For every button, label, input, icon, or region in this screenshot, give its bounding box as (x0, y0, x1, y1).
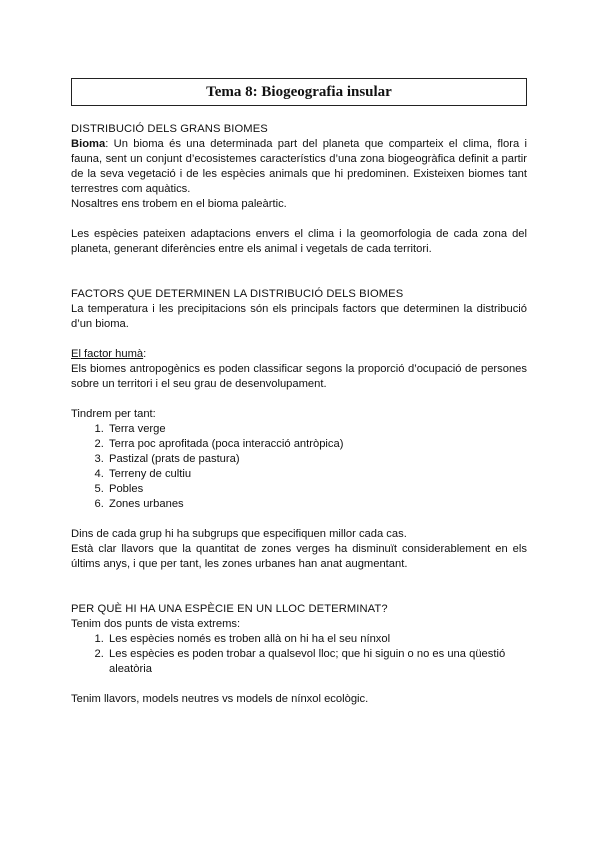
human-factor-colon: : (143, 348, 147, 360)
adaptations-paragraph: Les espècies pateixen adaptacions envers el clima i la geomorfologia de cada zona del planeta, generant diferències entre els animal i vegetals de cada territori. (71, 228, 527, 255)
section-heading-species: PER QUÈ HI HA UNA ESPÈCIE EN UN LLOC DETERMINAT? (71, 603, 388, 615)
page-title-text: Tema 8: Biogeografia insular (206, 83, 392, 100)
bioma-definition (71, 137, 527, 197)
list-item: 6. Zones urbanes (107, 497, 527, 512)
bioma-note: Nosaltres ens trobem en el bioma paleàrtic. (71, 198, 287, 210)
list-item: 2. Terra poc aprofitada (poca interacció antròpica) (107, 437, 527, 452)
list-intro: Tindrem per tant: (71, 408, 156, 420)
viewpoints-intro: Tenim dos punts de vista extrems: (71, 618, 241, 630)
document-page (71, 78, 527, 707)
section-heading-factors: FACTORS QUE DETERMINEN LA DISTRIBUCIÓ DELS BIOMES (71, 288, 404, 300)
list-item: 1. Terra verge (107, 422, 527, 437)
list-item: 4. Terreny de cultiu (107, 467, 527, 482)
list-item: 5. Pobles (107, 482, 527, 497)
list-item: 3. Pastizal (prats de pastura) (107, 452, 527, 467)
viewpoints-list (71, 632, 527, 677)
biome-classification-list (71, 422, 527, 512)
human-factor-subheading (71, 347, 527, 362)
subgroups-paragraph: Dins de cada grup hi ha subgrups que especifiquen millor cada cas. (71, 528, 407, 540)
human-factor-label: El factor humà (71, 348, 144, 360)
conclusion-paragraph: Tenim llavors, models neutres vs models de nínxol ecològic. (71, 693, 369, 705)
anthropogenic-paragraph: Els biomes antropogènics es poden classificar segons la proporció d’ocupació de persones sobre un territori i el seu grau de desenvolupament. (71, 363, 527, 390)
list-item: 1. Les espècies només es troben allà on hi ha el seu nínxol (107, 632, 527, 647)
page-title (71, 78, 527, 106)
trend-paragraph: Està clar llavors que la quantitat de zones verges ha disminuït considerablement en els últims anys, i que per tant, les zones urbanes han anat augmentant. (71, 543, 527, 570)
factors-paragraph: La temperatura i les precipitacions són els principals factors que determinen la distribució d’un bioma. (71, 303, 527, 330)
bioma-term: Bioma (71, 138, 106, 150)
section-heading-biomes: DISTRIBUCIÓ DELS GRANS BIOMES (71, 123, 268, 135)
bioma-definition-text: : Un bioma és una determinada part del planeta que comparteix el clima, flora i fauna, sent un conjunt d’ecosistemes característics d’una zona biogeogràfica definit a partir de la seva vegetació i de les espècies animals que hi predominen. Existeixen biomes tant terrestres com aquàtics. (71, 138, 527, 195)
list-item: 2. Les espècies es poden trobar a qualsevol lloc; que hi siguin o no es una qüestió aleatòria (107, 647, 527, 677)
